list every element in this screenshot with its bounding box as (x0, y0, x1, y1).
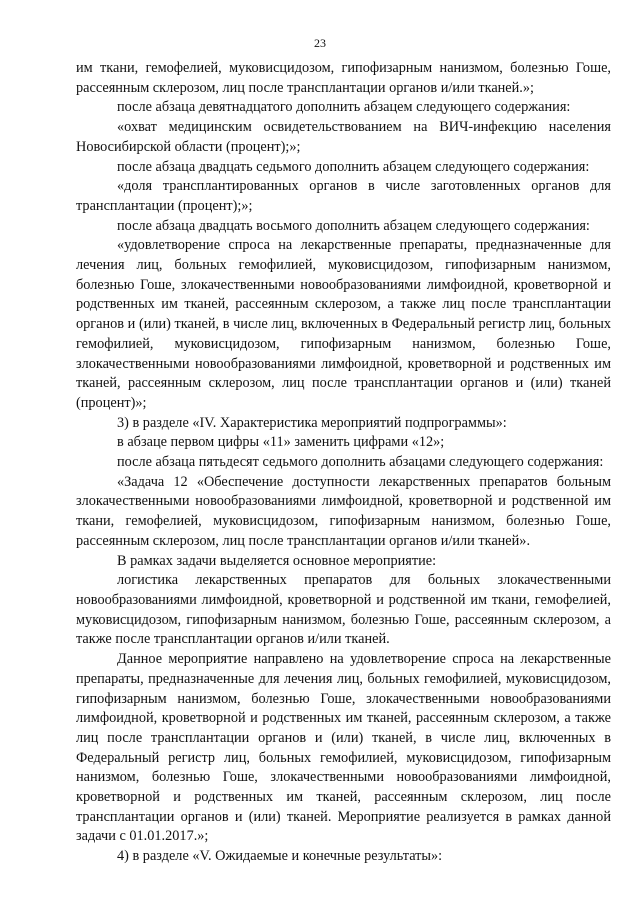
paragraph: 4) в разделе «V. Ожидаемые и конечные результаты»: (117, 848, 443, 865)
paragraph: 3) в разделе «IV. Характеристика мероприятий подпрограммы»: (117, 414, 507, 431)
paragraph: им ткани, гемофелией, муковисцидозом, гипофизарным нанизмом, болезнью Гоше, рассеянным склерозом, лиц после трансплантации органов и/или тканей.»; (76, 60, 611, 96)
paragraph: после абзаца двадцать седьмого дополнить абзацем следующего содержания: (117, 158, 590, 175)
paragraph: «Задача 12 «Обеспечение доступности лекарственных препаратов больным злокачественными новообразованиями лимфоидной, кроветворной и родственной им ткани, гемофелией, муковисцидозом, гипофизарным нанизмом, болезнью Гоше, рассеянным склерозом, лиц после трансплантации органов и/или тканей». (76, 473, 611, 549)
paragraph: в абзаце первом цифры «11» заменить цифрами «12»; (117, 434, 445, 451)
paragraph: В рамках задачи выделяется основное мероприятие: (117, 552, 437, 569)
paragraph: логистика лекарственных препаратов для больных злокачественными новообразованиями лимфоидной, кроветворной и родственной им ткани, гемофелией, муковисцидозом, гипофизарным нанизмом, болезнью Гоше, рассеянным склерозом, а также после трансплантации органов и/или тканей. (76, 572, 611, 648)
paragraph: «доля трансплантированных органов в числе заготовленных органов для трансплантации (процент);»; (76, 178, 611, 214)
paragraph: после абзаца девятнадцатого дополнить абзацем следующего содержания: (117, 99, 571, 116)
paragraph: «удовлетворение спроса на лекарственные препараты, предназначенные для лечения лиц, больных гемофилией, муковисцидозом, гипофизарным нанизмом, болезнью Гоше, злокачественными новообразованиями лимфоидной, кроветворной и родственных им тканей, рассеянным склерозом, а также лиц после трансплантации органов и (или) тканей, в числе лиц, включенных в Федеральный регистр лиц, больных гемофилией, муковисцидозом, гипофизарным нанизмом, болезнью Гоше, злокачественными новообразованиями лимфоидной, кроветворной и родственных им тканей, рассеянным склерозом, лиц после трансплантации органов и (или) тканей (процент)»; (76, 237, 611, 411)
document-body (76, 59, 611, 867)
paragraph: «охват медицинским освидетельствованием на ВИЧ-инфекцию населения Новосибирской области (процент);»; (76, 119, 611, 155)
paragraph: после абзаца двадцать восьмого дополнить абзацем следующего содержания: (117, 217, 590, 234)
page-number: 23 (314, 36, 326, 50)
paragraph: Данное мероприятие направлено на удовлетворение спроса на лекарственные препараты, предназначенные для лечения лиц, больных гемофилией, муковисцидозом, гипофизарным нанизмом, болезнью Гоше, злокачественными новообразованиями лимфоидной, кроветворной и родственных им тканей, рассеянным склерозом, а также лиц после трансплантации органов и (или) тканей, в числе лиц, включенных в Федеральный регистр лиц, больных гемофилией, муковисцидозом, гипофизарным нанизмом, болезнью Гоше, злокачественными новообразованиями лимфоидной, кроветворной и родственных им тканей, рассеянным склерозом, лиц после трансплантации органов и (или) тканей. Мероприятие реализуется в рамках данной задачи с 01.01.2017.»; (76, 651, 611, 845)
paragraph: после абзаца пятьдесят седьмого дополнить абзацами следующего содержания: (117, 454, 604, 471)
